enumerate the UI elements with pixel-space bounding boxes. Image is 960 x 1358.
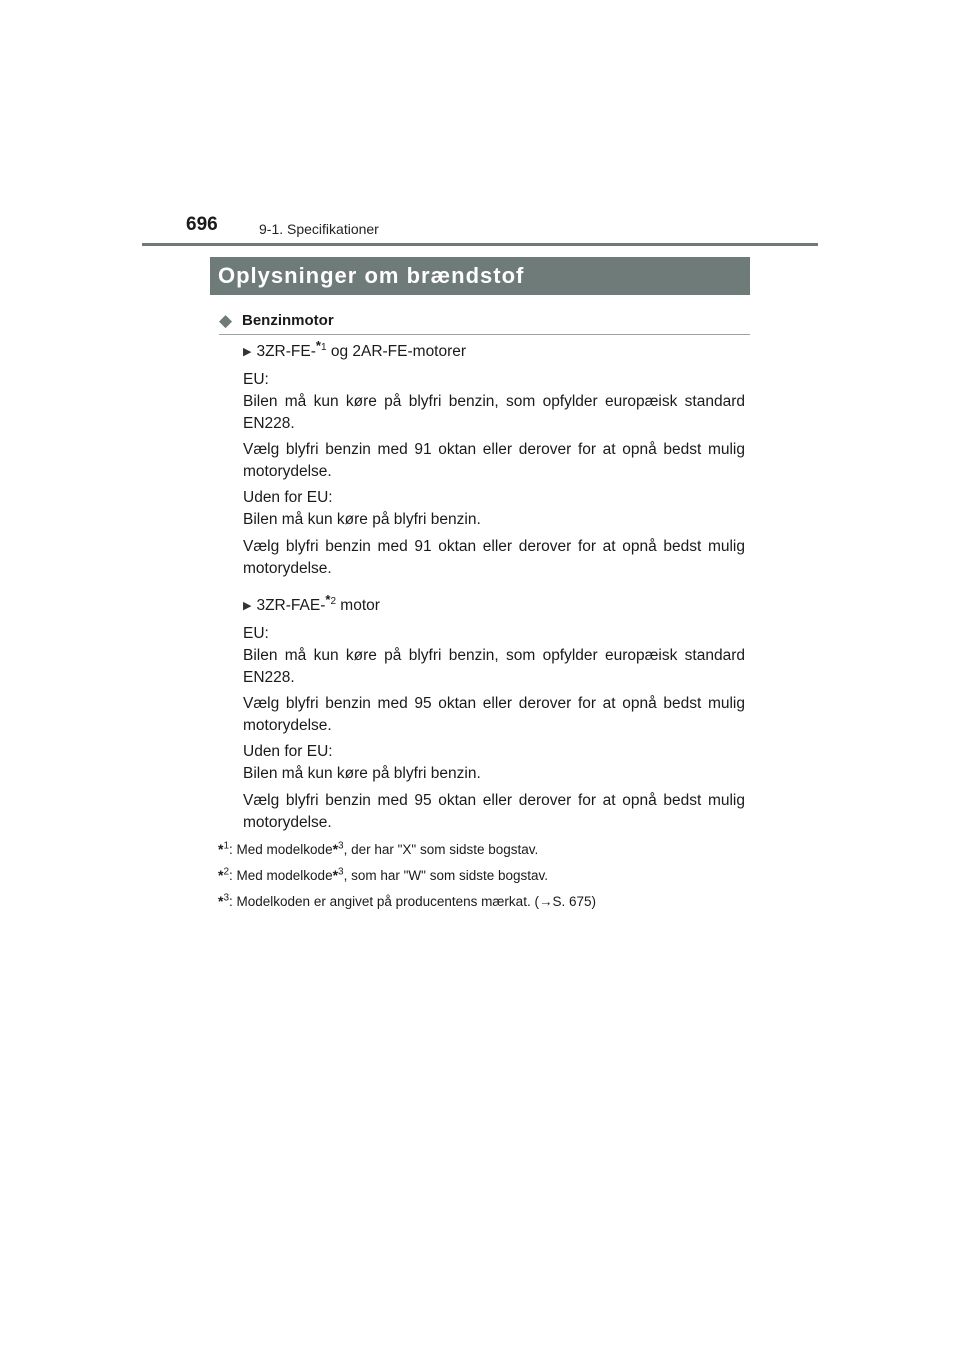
non-eu-label: Uden for EU: <box>243 489 333 506</box>
footnote-ref: 2 <box>330 595 336 607</box>
footnote-star: * <box>218 893 224 909</box>
triangle-right-icon: ▶ <box>243 346 252 358</box>
engine-bullet-2 <box>243 591 380 618</box>
non-eu-label: Uden for EU: <box>243 743 333 760</box>
footnote-ref-number: 3 <box>338 866 344 878</box>
page-reference-link[interactable]: S. 675) <box>552 894 596 909</box>
bullet-suffix: og 2AR-FE-motorer <box>326 343 467 360</box>
footnote-text: : Med modelkode <box>229 842 333 857</box>
triangle-right-icon: ▶ <box>243 600 252 612</box>
subsection-heading <box>219 310 750 335</box>
block-2-eu-octane <box>243 693 745 737</box>
footnote-star: * <box>315 337 321 353</box>
footnote-star: * <box>218 867 224 883</box>
footnote-number: 2 <box>223 866 230 878</box>
bullet-prefix: 3ZR-FAE- <box>256 597 326 614</box>
bullet-suffix: motor <box>336 597 380 614</box>
footnote-text: : Modelkoden er angivet på producentens mærkat. ( <box>229 894 539 909</box>
arrow-right-icon: → <box>538 894 553 909</box>
non-eu-text: Bilen må kun køre på blyfri benzin. <box>243 765 481 782</box>
chapter-label: 9-1. Specifikationer <box>259 221 379 237</box>
footnote-number: 3 <box>223 892 230 904</box>
eu-octane-text: Vælg blyfri benzin med 91 oktan eller derover for at opnå bedst mulig motorydelse. <box>243 441 745 480</box>
eu-octane-text: Vælg blyfri benzin med 95 oktan eller derover for at opnå bedst mulig motorydelse. <box>243 695 745 734</box>
non-eu-text: Bilen må kun køre på blyfri benzin. <box>243 511 481 528</box>
block-1-eu-octane <box>243 439 745 483</box>
diamond-icon: ◆ <box>219 311 233 330</box>
footnote-ref-star: * <box>332 841 339 857</box>
footnote-star: * <box>218 841 224 857</box>
subsection-label: Benzinmotor <box>242 312 334 329</box>
block-2-eu <box>243 623 745 689</box>
footnote-star: * <box>325 591 331 607</box>
page-number: 696 <box>186 214 218 235</box>
block-2-non-eu-octane <box>243 790 745 834</box>
footnote-text-after: , der har "X" som sidste bogstav. <box>343 842 539 857</box>
footnote-3 <box>218 893 596 910</box>
engine-bullet-1 <box>243 337 467 364</box>
block-2-non-eu <box>243 741 745 785</box>
bullet-prefix: 3ZR-FE- <box>256 343 316 360</box>
non-eu-octane-text: Vælg blyfri benzin med 95 oktan eller derover for at opnå bedst mulig motorydelse. <box>243 792 745 831</box>
block-1-eu <box>243 369 745 435</box>
eu-text: Bilen må kun køre på blyfri benzin, som opfylder europæisk standard EN228. <box>243 647 745 686</box>
eu-label: EU: <box>243 625 269 642</box>
footnote-ref-star: * <box>332 867 339 883</box>
footnote-1 <box>218 841 538 858</box>
footnote-text-after: , som har "W" som sidste bogstav. <box>343 868 548 883</box>
footnote-text: : Med modelkode <box>229 868 333 883</box>
header-rule <box>142 243 818 246</box>
eu-label: EU: <box>243 371 269 388</box>
footnote-ref-number: 3 <box>338 840 344 852</box>
section-title: Oplysninger om brændstof <box>210 257 750 295</box>
eu-text: Bilen må kun køre på blyfri benzin, som opfylder europæisk standard EN228. <box>243 393 745 432</box>
footnote-number: 1 <box>223 840 230 852</box>
non-eu-octane-text: Vælg blyfri benzin med 91 oktan eller derover for at opnå bedst mulig motorydelse. <box>243 538 745 577</box>
block-1-non-eu <box>243 487 745 531</box>
footnote-ref: 1 <box>320 341 327 353</box>
block-1-non-eu-octane <box>243 536 745 580</box>
footnote-2 <box>218 867 548 884</box>
